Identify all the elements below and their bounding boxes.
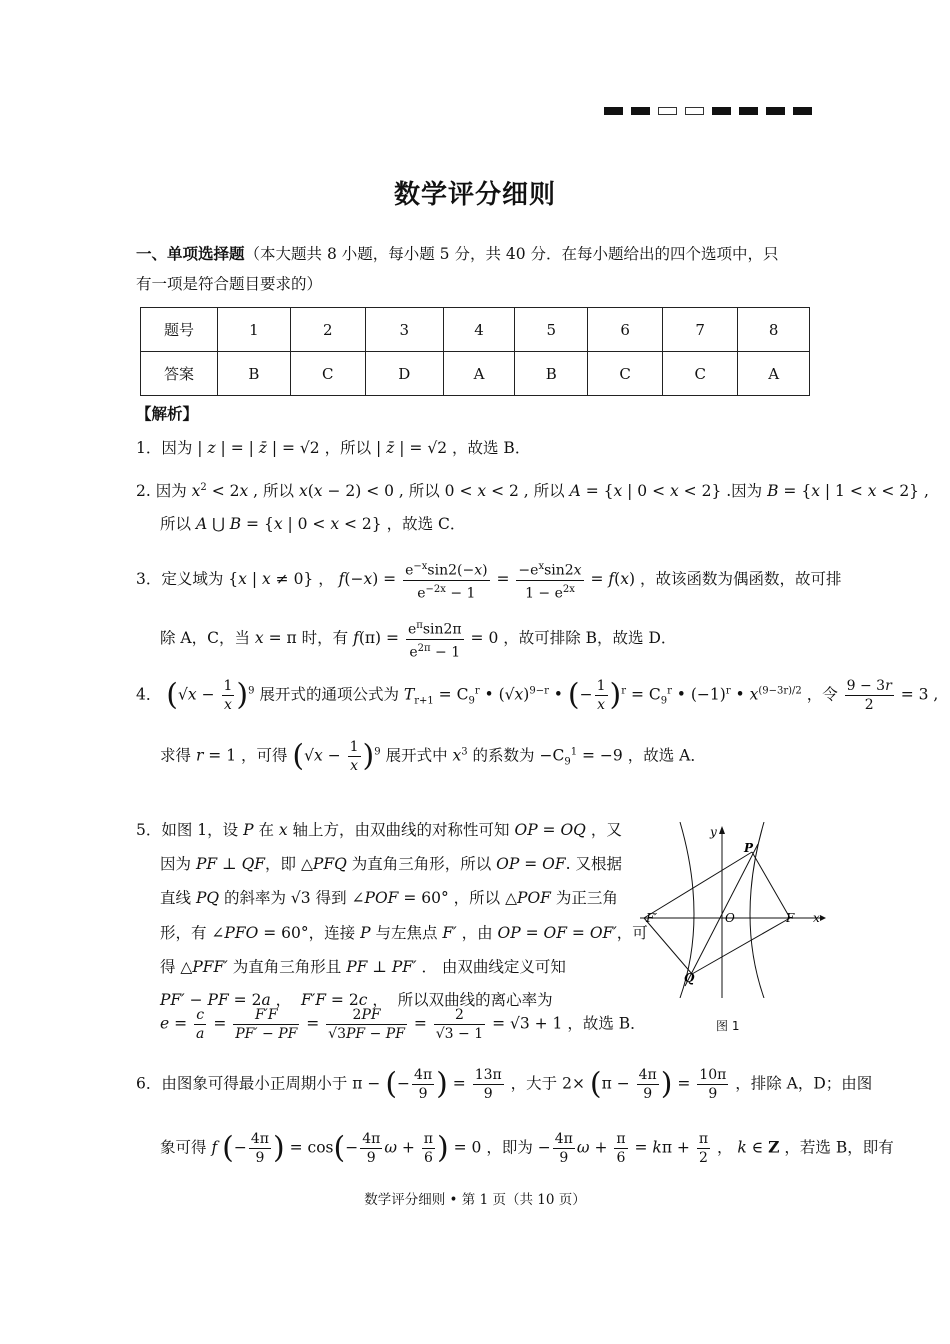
table-cell: C — [663, 352, 738, 396]
solution-5-l3: 直线 PQ 的斜率为 √3 得到 ∠POF = 60° ，所以 △POF 为正三角 — [160, 889, 618, 907]
table-cell: B — [218, 352, 291, 396]
hyperbola-figure — [640, 822, 828, 998]
table-cell: 3 — [365, 308, 443, 352]
table-cell: 8 — [738, 308, 810, 352]
origin-label: O — [725, 911, 735, 925]
figure-caption: 图 1 — [716, 1019, 740, 1033]
filled-square-icon — [712, 107, 731, 115]
section-desc-2: 有一项是符合题目要求的） — [136, 275, 323, 293]
solution-5-l4: 形，有 ∠PFO = 60°，连接 P 与左焦点 F′ ，由 OP = OF = OF′，可 — [160, 924, 648, 942]
solution-6: 6．由图象可得最小正周期小于 π − (− $\frac{4\pi}{9}$ ) = $\frac{13\pi}{9}$ ，大于 2× (π − $\frac{4\pi}{9}$ ) = $\frac{10\pi}{9}$ ，排除 A，D；由图 — [136, 1066, 873, 1102]
filled-square-icon — [631, 107, 650, 115]
table-cell: A — [443, 352, 515, 396]
table-cell: 1 — [218, 308, 291, 352]
page-title: 数学评分细则 — [393, 180, 556, 210]
table-cell: C — [588, 352, 663, 396]
solution-2-cont: 所以 A ⋃ B = {x | 0 < x < 2} ，故选 C． — [160, 515, 466, 533]
table-cell: A — [738, 352, 810, 396]
row-label: 答案 — [141, 352, 218, 396]
axis-y-label: y — [710, 825, 717, 839]
point-q-label: Q — [684, 971, 695, 985]
section-heading: 一、单项选择题 — [136, 245, 245, 263]
solution-1: 1．因为 | z | = | z̄ | = √2 ，所以 | z̄ | = √2 ，故选 B． — [136, 439, 531, 457]
axis-x-label: x — [813, 911, 820, 925]
table-cell: D — [365, 352, 443, 396]
solution-3-cont: 除 A，C，当 x = π 时，有 f(π) = $\frac{e^\pi\sin 2\pi}{e^{2\pi} - 1}$ = 0 ，故可排除 B，故选 D． — [160, 617, 676, 661]
solution-5-l7: e = $\frac{c}{a}$ = $\frac{F'F}{PF' - PF}$ = $\frac{2PF}{√3PF - PF}$ = $\frac{2}{√3 - 1}$ = √3 + 1 ，故选 B． — [160, 1007, 646, 1042]
row-label: 题号 — [141, 308, 218, 352]
section-heading-line — [136, 242, 779, 266]
answer-table — [140, 307, 810, 396]
table-cell: 6 — [588, 308, 663, 352]
solution-3: 3．定义域为 {x | x ≠ 0} ， f(−x) = $\frac{e^{-x}\sin 2(-x)}{e^{-2x} - 1}$ = $\frac{-e^x\sin 2x}{1 - e^{2x}}$ = f(x) ，故该函数为偶函数，故可排 — [136, 558, 841, 602]
analysis-label: 【解析】 — [136, 405, 199, 423]
hollow-square-icon — [685, 107, 704, 115]
solution-5-l5: 得 △PFF′ 为直角三角形且 PF ⊥ PF′ ． 由双曲线定义可知 — [160, 958, 566, 976]
solution-5-l1: 5．如图 1，设 P 在 x 轴上方，由双曲线的对称性可知 OP = OQ ，又 — [136, 821, 622, 839]
solution-5-l6: PF′ − PF = 2a ， F′F = 2c ， 所以双曲线的离心率为 — [160, 991, 553, 1009]
filled-square-icon — [604, 107, 623, 115]
section-desc-1: （本大题共 8 小题，每小题 5 分，共 40 分．在每小题给出的四个选项中，只 — [244, 245, 779, 263]
table-row — [141, 308, 810, 352]
table-cell: 2 — [290, 308, 365, 352]
table-cell: 4 — [443, 308, 515, 352]
table-cell: 5 — [515, 308, 588, 352]
filled-square-icon — [739, 107, 758, 115]
table-cell: C — [290, 352, 365, 396]
point-f-label: F — [786, 911, 795, 925]
hollow-square-icon — [658, 107, 677, 115]
table-row — [141, 352, 810, 396]
solution-5-l2: 因为 PF ⊥ QF，即 △PFQ 为直角三角形，所以 OP = OF. 又根据 — [160, 855, 622, 873]
solution-4-cont: 求得 r = 1 ，可得 (√x − $\frac{1}{x}$ )$^9$ 展开式中 $x^3$ 的系数为 $-C_9^1 = -9$ ，故选 A． — [160, 738, 706, 774]
page-footer: 数学评分细则 • 第 1 页（共 10 页） — [364, 1192, 586, 1208]
filled-square-icon — [766, 107, 785, 115]
table-cell: B — [515, 352, 588, 396]
header-marks — [604, 107, 812, 115]
filled-square-icon — [793, 107, 812, 115]
point-p-label: P — [744, 841, 754, 855]
table-cell: 7 — [663, 308, 738, 352]
solution-4: 4． (√x − $\frac{1}{x}$ )$^9$ 展开式的通项公式为 $T_{r+1} = C_9^r$ • $(√x)^{9-r}$ • (− $\frac{1}{x}$ )$^r = C_9^r$ • $(-1)^r$ • $x^{(9-3r)/2}$ ，令 $\frac{9 - 3r}{2}$ = 3 , — [136, 677, 939, 713]
solution-6-cont: 象可得 f (− $\frac{4\pi}{9}$ ) = cos(− $\frac{4\pi}{9}$ ω + $\frac{\pi}{6}$ ) = 0 ，即为 − $\frac{4\pi}{9}$ ω + $\frac{\pi}{6}$ = kπ + $\frac{\pi}{2}$ ， k ∈ Z ，若选 B，即有 — [160, 1130, 894, 1166]
solution-2: 2. 因为 $x^2 < 2x$ , 所以 x(x − 2) < 0 , 所以 0 < x < 2 , 所以 A = {x | 0 < x < 2} .因为 B = {x | 1 < x < 2} , — [136, 482, 929, 501]
point-f-prime-label: F′ — [646, 911, 658, 925]
